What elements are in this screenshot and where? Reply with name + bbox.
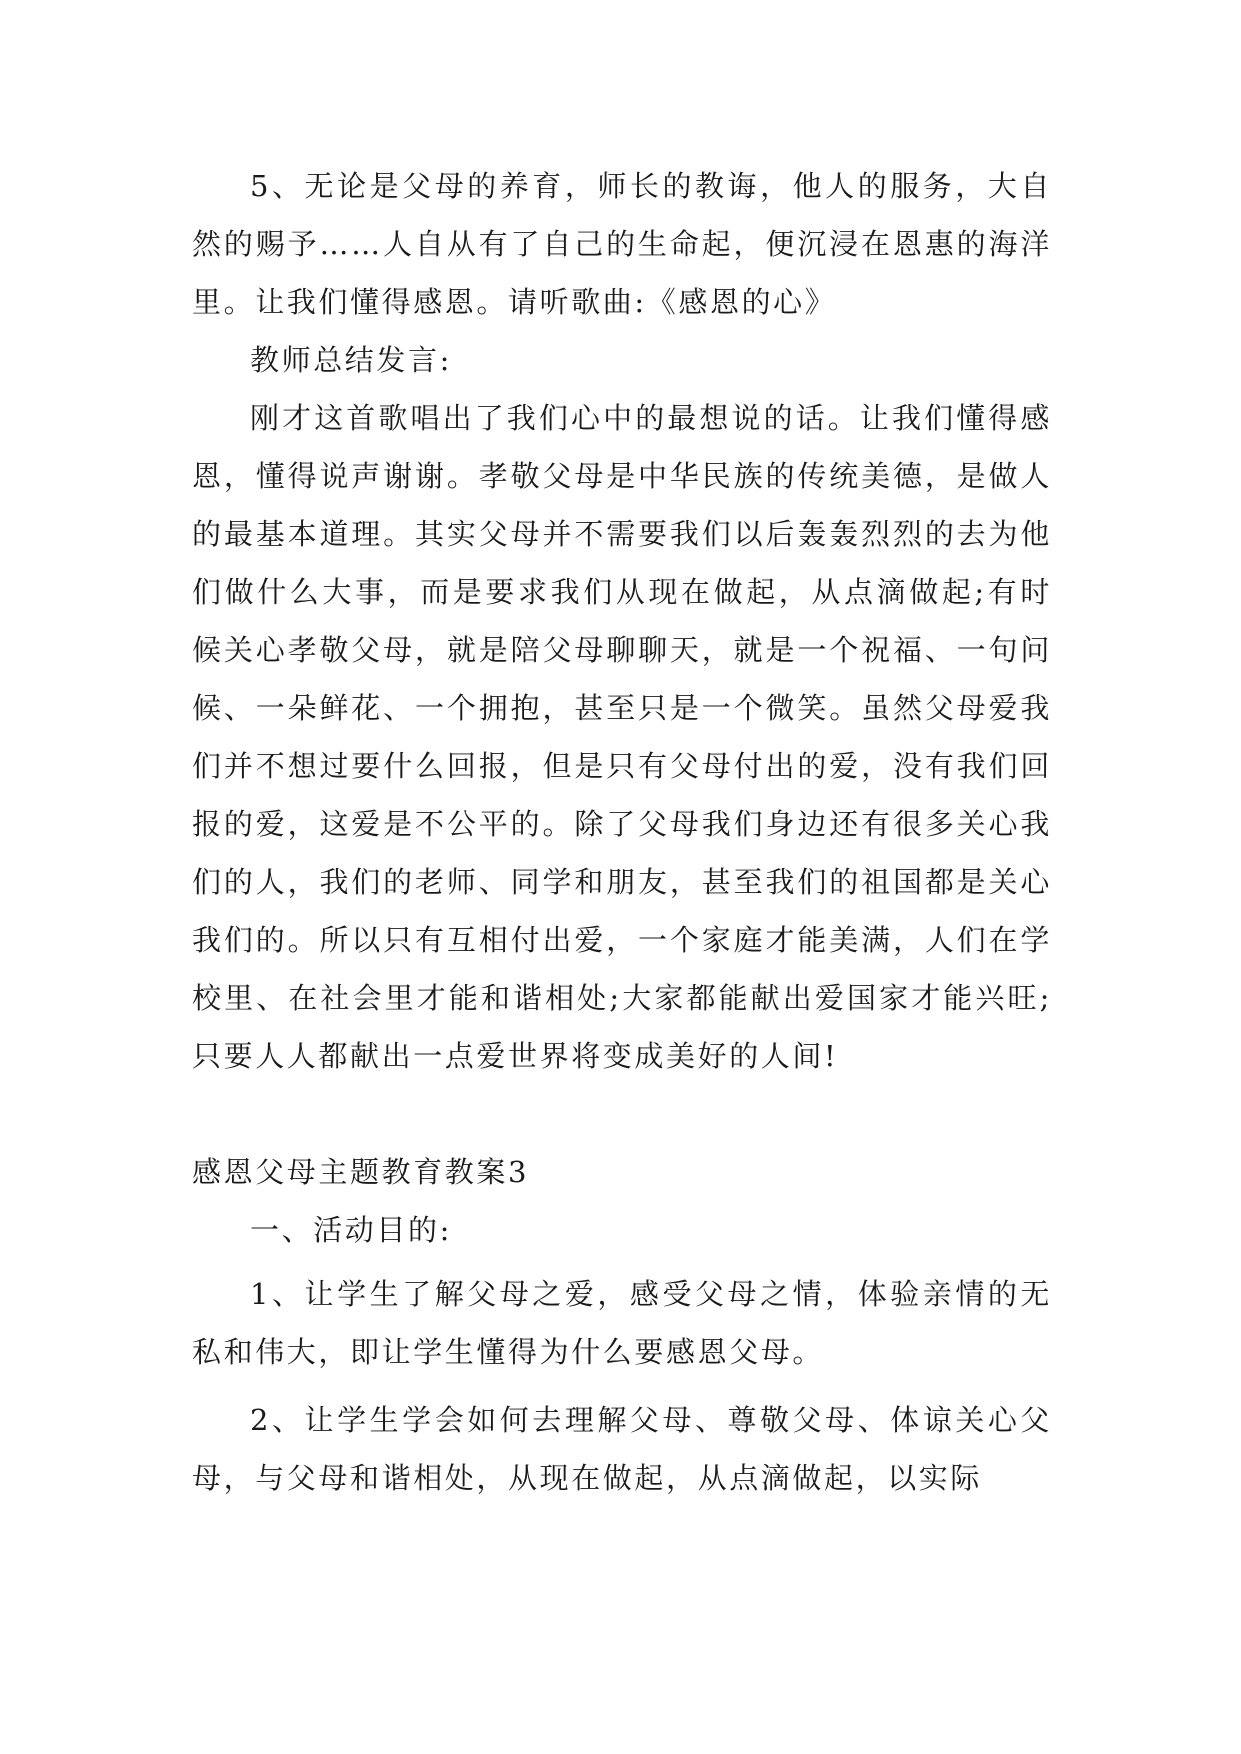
paragraph-goal-1: 1、让学生了解父母之爱，感受父母之情，体验亲情的无私和伟大，即让学生懂得为什么要感恩父母。: [192, 1277, 1052, 1369]
paragraph-goal-2: 2、让学生学会如何去理解父母、尊敬父母、体谅关心父母，与父母和谐相处，从现在做起，从点滴做起，以实际: [192, 1403, 1052, 1495]
paragraph-teacher-summary-label: 教师总结发言:: [250, 343, 452, 377]
document-page: [192, 157, 1052, 1507]
paragraph-gratitude-intro: 5、无论是父母的养育，师长的教诲，他人的服务，大自然的赐予……人自从有了自己的生命起，便沉浸在恩惠的海洋里。让我们懂得感恩。请听歌曲:《感恩的心》: [192, 169, 1052, 319]
paragraph-teacher-summary: 刚才这首歌唱出了我们心中的最想说的话。让我们懂得感恩，懂得说声谢谢。孝敬父母是中华民族的传统美德，是做人的最基本道理。其实父母并不需要我们以后轰轰烈烈的去为他们做什么大事，而是要求我们从现在做起，从点滴做起;有时候关心孝敬父母，就是陪父母聊聊天，就是一个祝福、一句问候、一朵鲜花、一个拥抱，甚至只是一个微笑。虽然父母爱我们并不想过要什么回报，但是只有父母付出的爱，没有我们回报的爱，这爱是不公平的。除了父母我们身边还有很多关心我们的人，我们的老师、同学和朋友，甚至我们的祖国都是关心我们的。所以只有互相付出爱，一个家庭才能美满，人们在学校里、在社会里才能和谐相处;大家都能献出爱国家才能兴旺;只要人人都献出一点爱世界将变成美好的人间!: [192, 401, 1052, 1073]
section-heading: 感恩父母主题教育教案3: [192, 1155, 530, 1189]
paragraph-activity-goal-label: 一、活动目的:: [250, 1213, 452, 1247]
